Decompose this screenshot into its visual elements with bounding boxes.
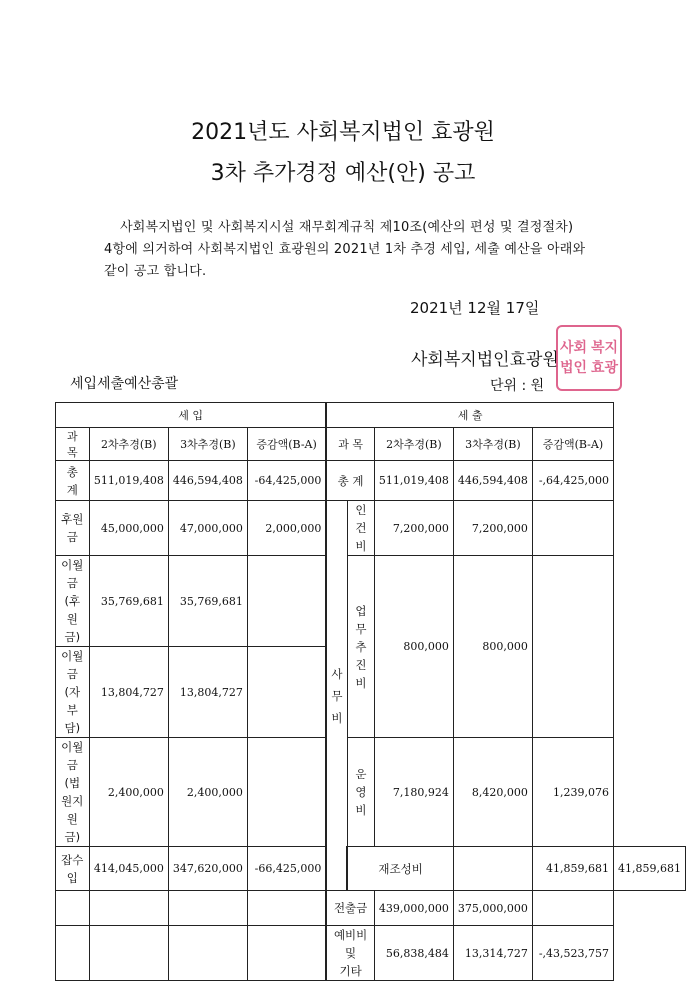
cell bbox=[453, 847, 532, 891]
cell bbox=[532, 556, 613, 738]
cell bbox=[247, 556, 326, 647]
empty-cell bbox=[89, 926, 168, 981]
row-label: 잡수입 bbox=[56, 847, 90, 891]
col-diff: 증감액(B-A) bbox=[532, 428, 613, 461]
table-row bbox=[56, 556, 686, 647]
cell: 41,859,681 bbox=[614, 847, 686, 891]
cell: 347,620,000 bbox=[168, 847, 247, 891]
cell: 13,804,727 bbox=[168, 647, 247, 738]
row-label: 후원금 bbox=[56, 501, 90, 556]
cell: 446,594,408 bbox=[453, 461, 532, 501]
cell: -66,425,000 bbox=[247, 847, 326, 891]
total-label: 총 계 bbox=[56, 461, 90, 501]
organization-name: 사회복지법인효광원 bbox=[411, 350, 559, 370]
cell: 2,400,000 bbox=[89, 738, 168, 847]
row-label: 이월금 (법원지 원금) bbox=[56, 738, 90, 847]
cell: 375,000,000 bbox=[453, 891, 532, 926]
budget-table bbox=[55, 402, 686, 981]
cell: 7,180,924 bbox=[374, 738, 453, 847]
cell: 56,838,484 bbox=[374, 926, 453, 981]
col-subject: 과 목 bbox=[56, 428, 90, 461]
cell: 414,045,000 bbox=[89, 847, 168, 891]
table-row bbox=[56, 891, 686, 926]
cell bbox=[532, 891, 613, 926]
column-header-row bbox=[56, 428, 686, 461]
cell: 13,804,727 bbox=[89, 647, 168, 738]
total-label: 총 계 bbox=[326, 461, 374, 501]
cell: 1,239,076 bbox=[532, 738, 613, 847]
col-2nd: 2차추경(B) bbox=[374, 428, 453, 461]
cell: 439,000,000 bbox=[374, 891, 453, 926]
cell bbox=[532, 501, 613, 556]
cell: 8,420,000 bbox=[453, 738, 532, 847]
empty-cell bbox=[168, 926, 247, 981]
empty-cell bbox=[247, 891, 326, 926]
table-row bbox=[56, 738, 686, 847]
cell: -64,425,000 bbox=[247, 461, 326, 501]
cell: 7,200,000 bbox=[453, 501, 532, 556]
row-label: 운영비 bbox=[347, 738, 374, 847]
unit-label: 단위 : 원 bbox=[490, 378, 545, 394]
col-subject: 과 목 bbox=[326, 428, 374, 461]
table-caption: 세입세출예산총괄 bbox=[70, 376, 179, 392]
cell: -,43,523,757 bbox=[532, 926, 613, 981]
row-label: 이월금 (자부담) bbox=[56, 647, 90, 738]
col-2nd: 2차추경(B) bbox=[89, 428, 168, 461]
cell: 511,019,408 bbox=[374, 461, 453, 501]
cell: 511,019,408 bbox=[89, 461, 168, 501]
cell: 13,314,727 bbox=[453, 926, 532, 981]
paragraph-line-1: 사회복지법인 및 사회복지시설 재무회계규칙 제10조(예산의 편성 및 결정절차) bbox=[120, 220, 574, 235]
empty-cell bbox=[247, 926, 326, 981]
row-label: 재조성비 bbox=[347, 847, 453, 891]
row-label: 인건비 bbox=[347, 501, 374, 556]
seal-char: 법인 bbox=[559, 360, 588, 376]
table-row bbox=[56, 847, 686, 891]
empty-cell bbox=[56, 891, 90, 926]
paragraph-line-2: 4항에 의거하여 사회복지법인 효광원의 2021년 1차 추경 세입, 세출 예산을 아래와 bbox=[104, 242, 586, 257]
cell: -,64,425,000 bbox=[532, 461, 613, 501]
cell: 2,400,000 bbox=[168, 738, 247, 847]
cell: 45,000,000 bbox=[89, 501, 168, 556]
row-label: 예비비 및 기타 bbox=[326, 926, 374, 981]
cell: 35,769,681 bbox=[89, 556, 168, 647]
section-header-row bbox=[56, 403, 686, 428]
table-row bbox=[56, 501, 686, 556]
notice-date: 2021년 12월 17일 bbox=[410, 299, 540, 317]
title-line-2: 3차 추가경정 예산(안) 공고 bbox=[210, 161, 476, 186]
cell: 800,000 bbox=[374, 556, 453, 738]
cell: 35,769,681 bbox=[168, 556, 247, 647]
empty-cell bbox=[168, 891, 247, 926]
title-line-1: 2021년도 사회복지법인 효광원 bbox=[191, 120, 495, 145]
col-3rd: 3차추경(B) bbox=[453, 428, 532, 461]
cell: 800,000 bbox=[453, 556, 532, 738]
expense-header: 세 출 bbox=[326, 403, 613, 428]
col-diff: 증감액(B-A) bbox=[247, 428, 326, 461]
row-label: 이월금 (후원금) bbox=[56, 556, 90, 647]
cell: 47,000,000 bbox=[168, 501, 247, 556]
official-seal bbox=[556, 325, 622, 391]
office-expense-group: 사 무 비 bbox=[326, 501, 347, 891]
table-row bbox=[56, 926, 686, 981]
col-3rd: 3차추경(B) bbox=[168, 428, 247, 461]
empty-cell bbox=[56, 926, 90, 981]
total-row bbox=[56, 461, 686, 501]
income-header: 세 입 bbox=[56, 403, 327, 428]
cell: 446,594,408 bbox=[168, 461, 247, 501]
empty-cell bbox=[89, 891, 168, 926]
cell bbox=[247, 647, 326, 738]
row-label: 업 무 추진비 bbox=[347, 556, 374, 738]
seal-char: 효광 bbox=[590, 360, 619, 376]
paragraph-line-3: 같이 공고 합니다. bbox=[104, 264, 207, 279]
row-label: 전출금 bbox=[326, 891, 374, 926]
seal-char: 복지 bbox=[590, 340, 619, 356]
cell: 7,200,000 bbox=[374, 501, 453, 556]
cell: 2,000,000 bbox=[247, 501, 326, 556]
cell bbox=[247, 738, 326, 847]
seal-char: 사회 bbox=[559, 340, 588, 356]
cell: 41,859,681 bbox=[532, 847, 613, 891]
